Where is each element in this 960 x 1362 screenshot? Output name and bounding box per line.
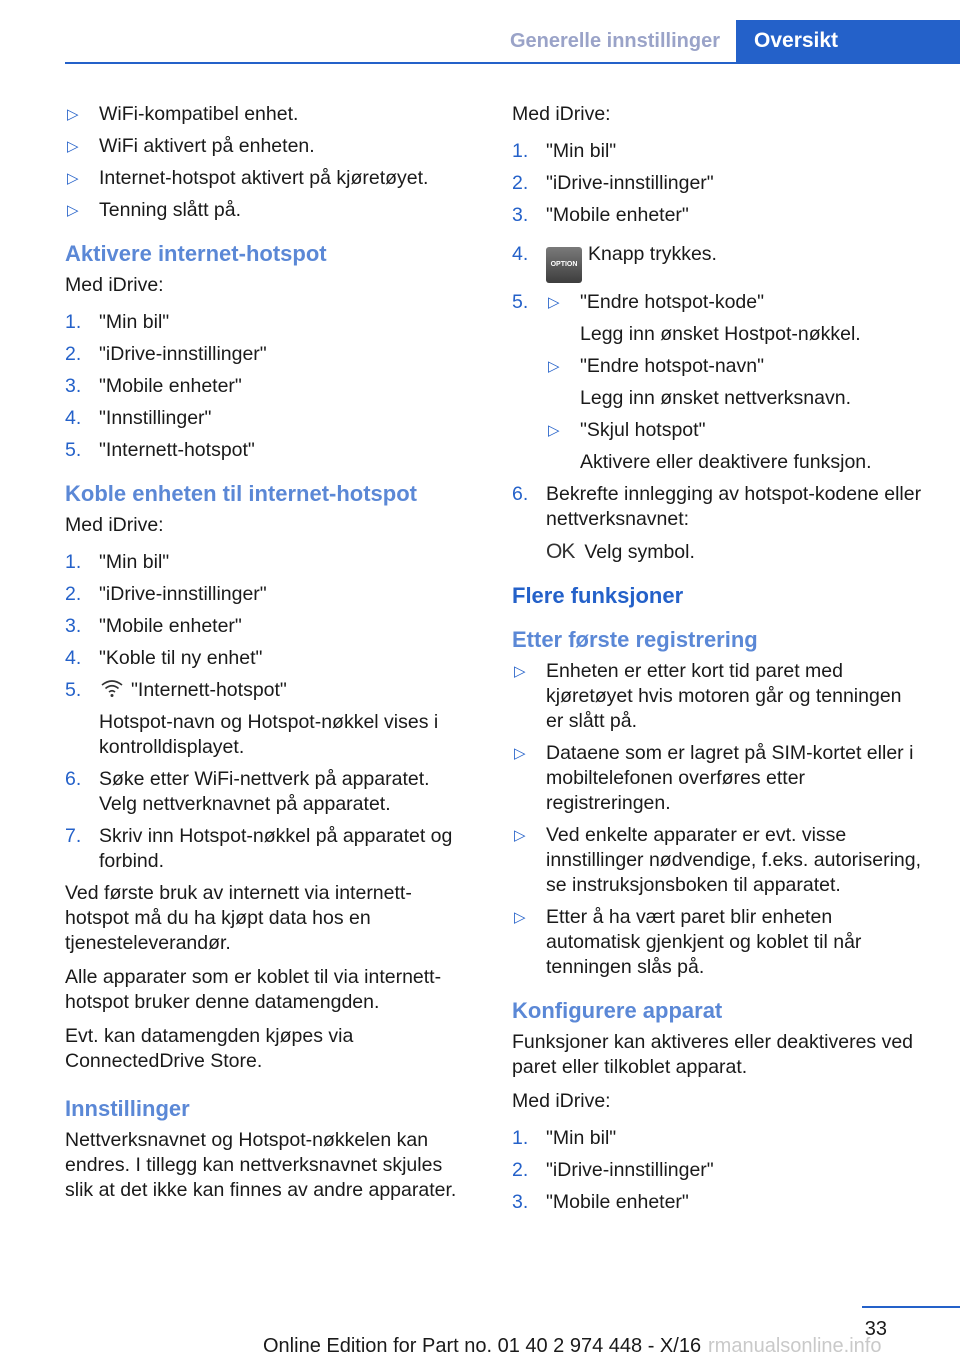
triangle-bullet-icon: ▷: [67, 202, 79, 219]
section-heading-flere: Flere funksjoner: [512, 583, 684, 608]
header-divider: [65, 62, 960, 64]
triangle-bullet-icon: ▷: [67, 106, 79, 123]
ok-symbol-icon: OK: [546, 540, 575, 563]
triangle-bullet-icon: ▷: [548, 294, 560, 311]
page-header: [0, 0, 960, 62]
right-column: [512, 102, 922, 1222]
list-item: 6. Søke etter WiFi-nettverk på apparatet. Velg nettverknavnet på apparatet.: [65, 768, 430, 815]
triangle-bullet-icon: ▷: [514, 909, 526, 926]
paragraph: Ved første bruk av internett via internett-hotspot må du ha kjøpt data hos en tjenesteleverandør.: [65, 882, 412, 954]
list-item: 4. "Innstillinger": [65, 407, 212, 429]
list-item: 3. "Mobile enheter": [65, 615, 242, 637]
steps-konfigurere: [512, 1126, 922, 1215]
list-item: ▷ Internet-hotspot aktivert på kjøretøyet.: [67, 167, 429, 189]
lead-text: Med iDrive:: [65, 274, 164, 296]
list-item: ▷ "Endre hotspot-kode" Legg inn ønsket Hostpot-nøkkel.: [548, 291, 861, 345]
list-item: ▷ "Endre hotspot-navn" Legg inn ønsket nettverksnavn.: [548, 355, 851, 409]
list-item: 4. "Koble til ny enhet": [65, 647, 263, 669]
list-item: ▷ WiFi-kompatibel enhet.: [67, 103, 299, 125]
edition-text: Online Edition for Part no. 01 40 2 974 448 - X/16: [263, 1335, 702, 1357]
steps-hotspot-settings: [512, 139, 922, 565]
paragraph: Nettverksnavnet og Hotspot-nøkkelen kan endres. I tillegg kan nettverksnavnet skjules slik at det ikke kan finnes av andre apparater.: [65, 1129, 457, 1201]
lead-text: Med iDrive:: [512, 103, 611, 125]
left-column: [65, 102, 475, 1212]
list-item: ▷ Etter å ha vært paret blir enheten automatisk gjenkjent og koblet til når tenningen slås på.: [514, 906, 862, 978]
requirements-list: [65, 102, 475, 223]
page-number: 33: [864, 1318, 887, 1340]
list-item: 2. "iDrive-innstillinger": [512, 1159, 714, 1181]
list-item: 5. "Internett-hotspot" Hotspot-navn og Hotspot-nøkkel vises i kontrolldisplayet.: [65, 679, 439, 758]
list-item: 7. Skriv inn Hotspot-nøkkel på apparatet og forbind.: [65, 825, 453, 872]
list-item: 6. Bekrefte innlegging av hotspot-kodene eller nettverksnavnet: OK Velg symbol.: [512, 483, 922, 563]
steps-koble: [65, 550, 475, 874]
list-item: ▷ "Skjul hotspot" Aktivere eller deaktivere funksjon.: [548, 419, 872, 473]
list-item: 3. "Mobile enheter": [512, 1191, 689, 1213]
list-item: ▷ Tenning slått på.: [67, 199, 242, 221]
section-heading-koble: Koble enheten til internet-hotspot: [65, 481, 417, 506]
list-item: 2. "iDrive-innstillinger": [65, 343, 267, 365]
section-heading-konfigurere: Konfigurere apparat: [512, 998, 723, 1023]
section-heading-etter: Etter første registrering: [512, 627, 758, 652]
list-item: 4. OPTION Knapp trykkes.: [512, 242, 922, 283]
paragraph: Alle apparater som er koblet til via internett-hotspot bruker denne datamengden.: [65, 966, 442, 1013]
wifi-icon: [99, 678, 125, 698]
triangle-bullet-icon: ▷: [548, 422, 560, 439]
header-section-label: Generelle innstillinger: [496, 20, 734, 62]
etter-list: [512, 659, 922, 980]
steps-aktivere: [65, 310, 475, 463]
list-item: 3. "Mobile enheter": [512, 204, 689, 226]
list-item: ▷ Ved enkelte apparater er evt. visse innstillinger nødvendige, f.eks. autorisering, se instruksjonsboken til apparatet.: [514, 824, 922, 896]
list-item: 5. ▷ "Endre hotspot-kode" Legg inn ønsket Hostpot-nøkkel. ▷ "Endre hotspot-navn" Legg inn ønsket nettverksnavn. ▷ "Skjul hotspot" Aktivere eller deaktivere funksjon.: [512, 290, 922, 475]
list-item: 1. "Min bil": [65, 311, 170, 333]
option-button-icon: OPTION: [546, 247, 582, 283]
triangle-bullet-icon: ▷: [514, 663, 526, 680]
triangle-bullet-icon: ▷: [548, 358, 560, 375]
header-tab-oversikt[interactable]: Oversikt: [736, 20, 960, 62]
watermark: rmanualsonline.info: [708, 1335, 882, 1357]
list-item: 1. "Min bil": [512, 140, 617, 162]
list-item: 2. "iDrive-innstillinger": [65, 583, 267, 605]
section-heading-aktivere: Aktivere internet-hotspot: [65, 241, 327, 266]
list-item: 1. "Min bil": [512, 1127, 617, 1149]
lead-text: Med iDrive:: [65, 514, 164, 536]
triangle-bullet-icon: ▷: [67, 138, 79, 155]
paragraph: Evt. kan datamengden kjøpes via ConnectedDrive Store.: [65, 1025, 354, 1072]
triangle-bullet-icon: ▷: [514, 745, 526, 762]
triangle-bullet-icon: ▷: [514, 827, 526, 844]
list-item: 2. "iDrive-innstillinger": [512, 172, 714, 194]
triangle-bullet-icon: ▷: [67, 170, 79, 187]
list-item: 5. "Internett-hotspot": [65, 439, 255, 461]
list-item: 3. "Mobile enheter": [65, 375, 242, 397]
list-item: ▷ WiFi aktivert på enheten.: [67, 135, 315, 157]
lead-text: Med iDrive:: [512, 1090, 611, 1112]
list-item: ▷ Dataene som er lagret på SIM-kortet eller i mobiltelefonen overføres etter registreringen.: [514, 742, 914, 814]
list-item: ▷ Enheten er etter kort tid paret med kjøretøyet hvis motoren går og tenningen er slått på.: [514, 660, 902, 732]
list-item: 1. "Min bil": [65, 551, 170, 573]
footer-divider: [862, 1306, 960, 1308]
paragraph: Funksjoner kan aktiveres eller deaktiveres ved paret eller tilkoblet apparat.: [512, 1031, 914, 1078]
section-heading-innstillinger: Innstillinger: [65, 1096, 190, 1121]
